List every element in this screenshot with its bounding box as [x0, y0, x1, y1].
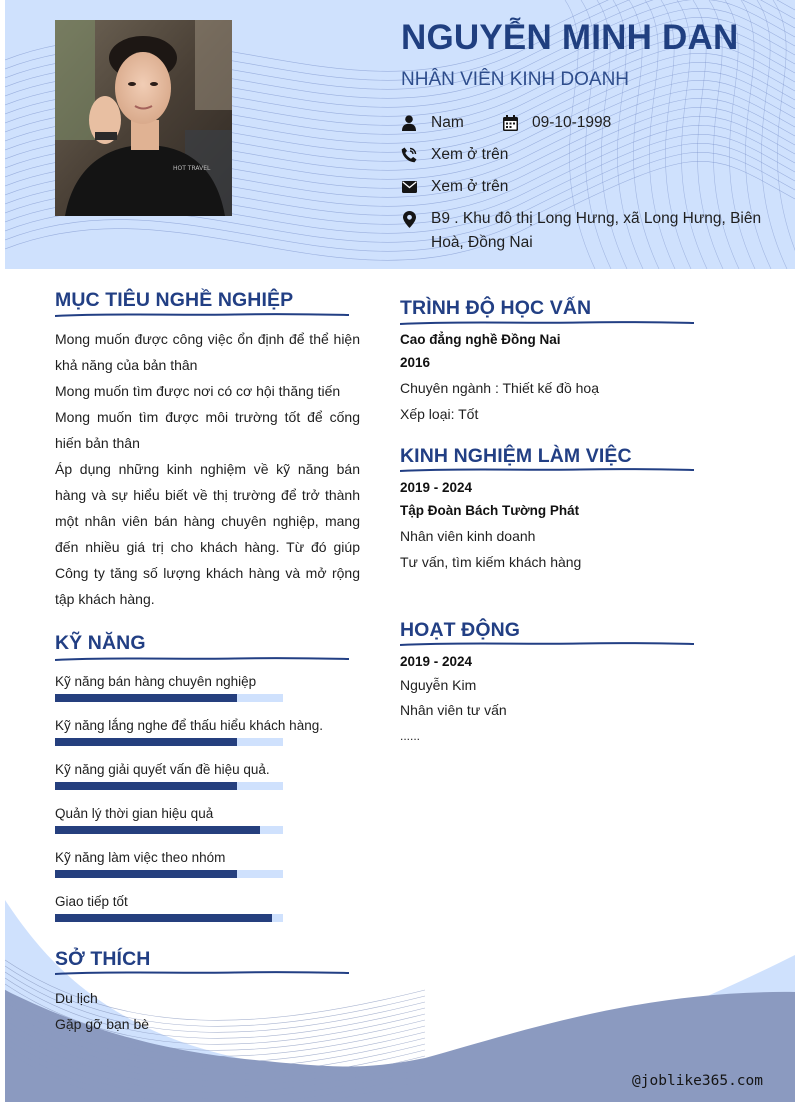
education-year: 2016 [400, 355, 431, 370]
experience-title-underline [400, 466, 700, 474]
skill-label: Giao tiếp tốt [55, 894, 128, 909]
activities-block [400, 650, 750, 749]
gender-row [401, 111, 464, 135]
birthdate-row [502, 111, 611, 135]
svg-text:HOT TRAVEL: HOT TRAVEL [173, 165, 211, 172]
skill-bar-fill [55, 914, 272, 922]
skill-item [55, 806, 355, 822]
education-major: Chuyên ngành : Thiết kế đồ hoạ [400, 380, 600, 396]
experience-company: Tập Đoàn Bách Tường Phát [400, 503, 580, 518]
skill-bar-fill [55, 738, 237, 746]
hobbies-title: SỞ THÍCH [55, 948, 151, 970]
education-title: TRÌNH ĐỘ HỌC VẤN [400, 297, 592, 319]
activity-role: Nhân viên tư vấn [400, 702, 507, 718]
activity-organization: Nguyễn Kim [400, 677, 477, 693]
skill-label: Kỹ năng lắng nghe để thấu hiểu khách hàng. [55, 718, 323, 733]
skills-title-underline [55, 655, 355, 663]
objective-item: Mong muốn được công việc ổn định để thể hiện khả năng của bản thân [55, 331, 360, 373]
candidate-name: NGUYỄN MINH DAN [401, 18, 739, 57]
header-banner [5, 0, 795, 269]
profile-photo [55, 20, 232, 216]
calendar-icon [502, 111, 518, 135]
phone-row [401, 143, 508, 167]
education-school: Cao đẳng nghề Đồng Nai [400, 332, 561, 347]
hobby-item: Du lịch [55, 990, 98, 1006]
skill-item [55, 894, 355, 910]
skill-label: Kỹ năng giải quyết vấn đề hiệu quả. [55, 762, 270, 777]
envelope-icon [401, 175, 417, 199]
skill-bar-track [55, 782, 283, 790]
experience-block [400, 476, 750, 575]
gender-value: Nam [431, 114, 464, 131]
user-icon [401, 111, 417, 135]
objective-list [55, 326, 360, 612]
skill-item [55, 850, 355, 866]
skill-item [55, 762, 355, 778]
experience-description: Tư vấn, tìm kiếm khách hàng [400, 554, 582, 570]
skill-bar-track [55, 738, 283, 746]
email-value: Xem ở trên [431, 178, 509, 195]
skills-title: KỸ NĂNG [55, 632, 146, 654]
skill-bar-fill [55, 694, 237, 702]
birthdate-value: 09-10-1998 [532, 114, 612, 131]
phone-value: Xem ở trên [431, 146, 509, 163]
skill-bar-fill [55, 782, 237, 790]
skill-bar-track [55, 826, 283, 834]
activities-title: HOẠT ĐỘNG [400, 619, 521, 641]
education-grade: Xếp loại: Tốt [400, 406, 479, 422]
experience-period: 2019 - 2024 [400, 480, 473, 495]
skill-bar-track [55, 694, 283, 702]
hobbies-title-underline [55, 969, 355, 977]
objective-item: Mong muốn tìm được môi trường tốt để cống hiến bản thân [55, 409, 360, 451]
watermark: @joblike365.com [632, 1073, 763, 1089]
address-row [401, 207, 771, 255]
objective-item: Áp dụng những kinh nghiệm về kỹ năng bán hàng và sự hiểu biết về thị trường để trở thành một nhân viên bán hàng chuyên nghiệp, mang đến nhiều giá trị cho khách hàng. Từ đó giúp Công ty tăng số lượng khách hàng và mở rộng tập khách hàng. [55, 461, 360, 607]
activity-more: ...... [400, 729, 421, 743]
cv-page [5, 0, 795, 1102]
skill-item [55, 718, 355, 734]
experience-position: Nhân viên kinh doanh [400, 528, 536, 544]
candidate-job-title: NHÂN VIÊN KINH DOANH [401, 69, 630, 90]
skill-item [55, 674, 355, 690]
map-pin-icon [401, 207, 417, 231]
objective-title: MỤC TIÊU NGHỀ NGHIỆP [55, 289, 294, 311]
activities-title-underline [400, 640, 700, 648]
activity-period: 2019 - 2024 [400, 654, 473, 669]
skill-label: Kỹ năng làm việc theo nhóm [55, 850, 226, 865]
email-row [401, 175, 508, 199]
phone-icon [401, 143, 417, 167]
experience-title: KINH NGHIỆM LÀM VIỆC [400, 445, 632, 467]
hobby-item: Gặp gỡ bạn bè [55, 1016, 150, 1032]
objective-item: Mong muốn tìm được nơi có cơ hội thăng tiến [55, 383, 341, 399]
skill-label: Kỹ năng bán hàng chuyên nghiệp [55, 674, 257, 689]
skill-bar-track [55, 870, 283, 878]
skill-bar-fill [55, 870, 237, 878]
address-value: B9 . Khu đô thị Long Hưng, xã Long Hưng, Biên Hoà, Đồng Nai [431, 210, 762, 251]
skill-label: Quản lý thời gian hiệu quả [55, 806, 214, 821]
objective-title-underline [55, 311, 355, 319]
education-block [400, 328, 750, 427]
skill-bar-track [55, 914, 283, 922]
skill-bar-fill [55, 826, 260, 834]
hobbies-list [55, 985, 360, 1037]
education-title-underline [400, 319, 700, 327]
